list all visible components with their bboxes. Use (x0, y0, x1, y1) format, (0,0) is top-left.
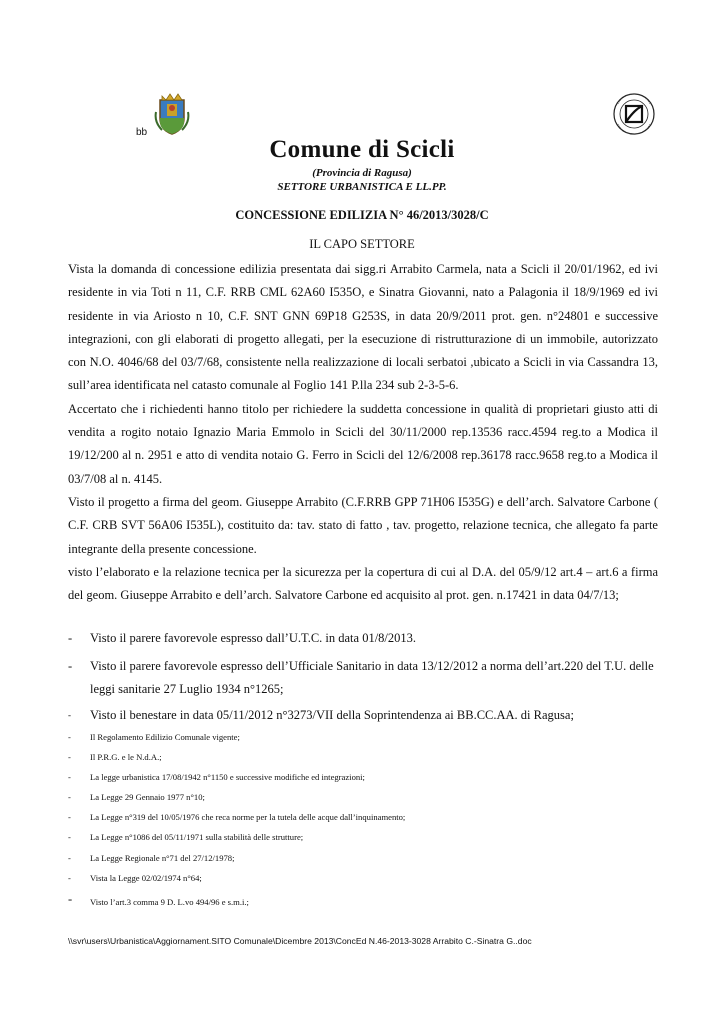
paragraph-domanda: Vista la domanda di concessione edilizia presentata dai sigg.ri Arrabito Carmela, nata a Scicli il 20/01/1962, ed ivi residente in via Toti n 11, C.F. RRB CML 62A60 I535O, e Sinatra Giovanni, nato a Palagonia il 18/9/1969 ed ivi residente in via Ariosto n 10, C.F. SNT GNN 69P18 G253S, in data 20/9/2011 prot. gen. n°24801 e successive integrazioni, con gli elaborati di progetto allegati, per la esecuzione di ristrutturazione di un immobile, autorizzato con N.O. 4046/68 del 03/7/68, consistente nella realizzazione di locali serbatoi ,ubicato a Scicli in via Cassandra 13, sull’area identificata nel catasto comunale al Foglio 141 P.lla 234 sub 2-3-5-6. (68, 262, 658, 393)
sector-subtitle: SETTORE URBANISTICA E LL.PP. (277, 181, 447, 193)
page-title: Comune di Scicli (269, 136, 455, 163)
considerations-list: - Visto il parere favorevole espresso dall’U.T.C. in data 01/8/2013. - Visto il parere favorevole espresso dell’Ufficiale Sanitario in data 13/12/2012 a norma dell’art.220 del T.U. delle leggi sanitarie 27 Luglio 1934 n°1265; - Visto il benestare in data 05/11/2012 n°3273/VII della Soprintendenza ai BB.CC.AA. di Ragusa; - Il Regolamento Edilizio Comunale vigente; - Il P.R.G. e le N.d.A.; - La legge urbanistica 17/08/1942 n°1150 e successive modifiche ed integrazioni; - La Legge 29 Gennaio 1977 n°10; - La Legge n°319 del 10/05/1976 che reca norme per la tutela delle acque dall’inquinamento; - La Legge n°1086 del 05/11/1971 sulla stabilità delle strutture; - La Legge Regionale n°71 del 27/12/1978; - Vista la Legge 02/02/1974 n°64; - Visto l’art.3 comma 9 D. L.vo 494/96 e s.m.i.; (68, 631, 654, 907)
concession-heading: CONCESSIONE EDILIZIA N° 46/2013/3028/C (235, 208, 489, 222)
capo-settore-heading: IL CAPO SETTORE (309, 237, 415, 251)
province-subtitle: (Provincia di Ragusa) (312, 167, 412, 179)
file-path-footer: \\svr\users\Urbanistica\Aggiornament.SITO Comunale\Dicembre 2013\ConcEd N.46-2013-3028 Arrabito C.-Sinatra G..doc (68, 936, 532, 946)
paragraph-elaborato: visto l’elaborato e la relazione tecnica per la sicurezza per la copertura di cui al D.A. del 05/9/12 art.4 – art.6 a firma del geom. Giuseppe Arrabito e dell’arch. Salvatore Carbone ed acquisito al prot. gen. n.17421 in data 04/7/13; (68, 564, 658, 603)
paragraph-accertato: Accertato che i richiedenti hanno titolo per richiedere la suddetta concessione in qualità di proprietari giusto atti di vendita a rogito notaio Ignazio Maria Emmolo in Scicli del 30/11/2000 rep.13536 racc.4594 reg.to a Modica il 19/12/200 al n. 2951 e atto di vendita notaio G. Ferro in Scicli del 12/6/2008 rep.36178 racc.9658 reg.to a Modica il 03/7/08 al n. 4145. (68, 401, 658, 486)
header-mark: bb (136, 127, 148, 138)
paragraph-progetto: Visto il progetto a firma del geom. Giuseppe Arrabito (C.F.RRB GPP 71H06 I535G) e dell’arch. Salvatore Carbone ( C.F. CRB SVT 56A06 I535L), costituito da: tav. stato di fatto , tav. progetto, relazione tecnica, che allegato fa parte integrante della presente concessione. (68, 494, 658, 556)
